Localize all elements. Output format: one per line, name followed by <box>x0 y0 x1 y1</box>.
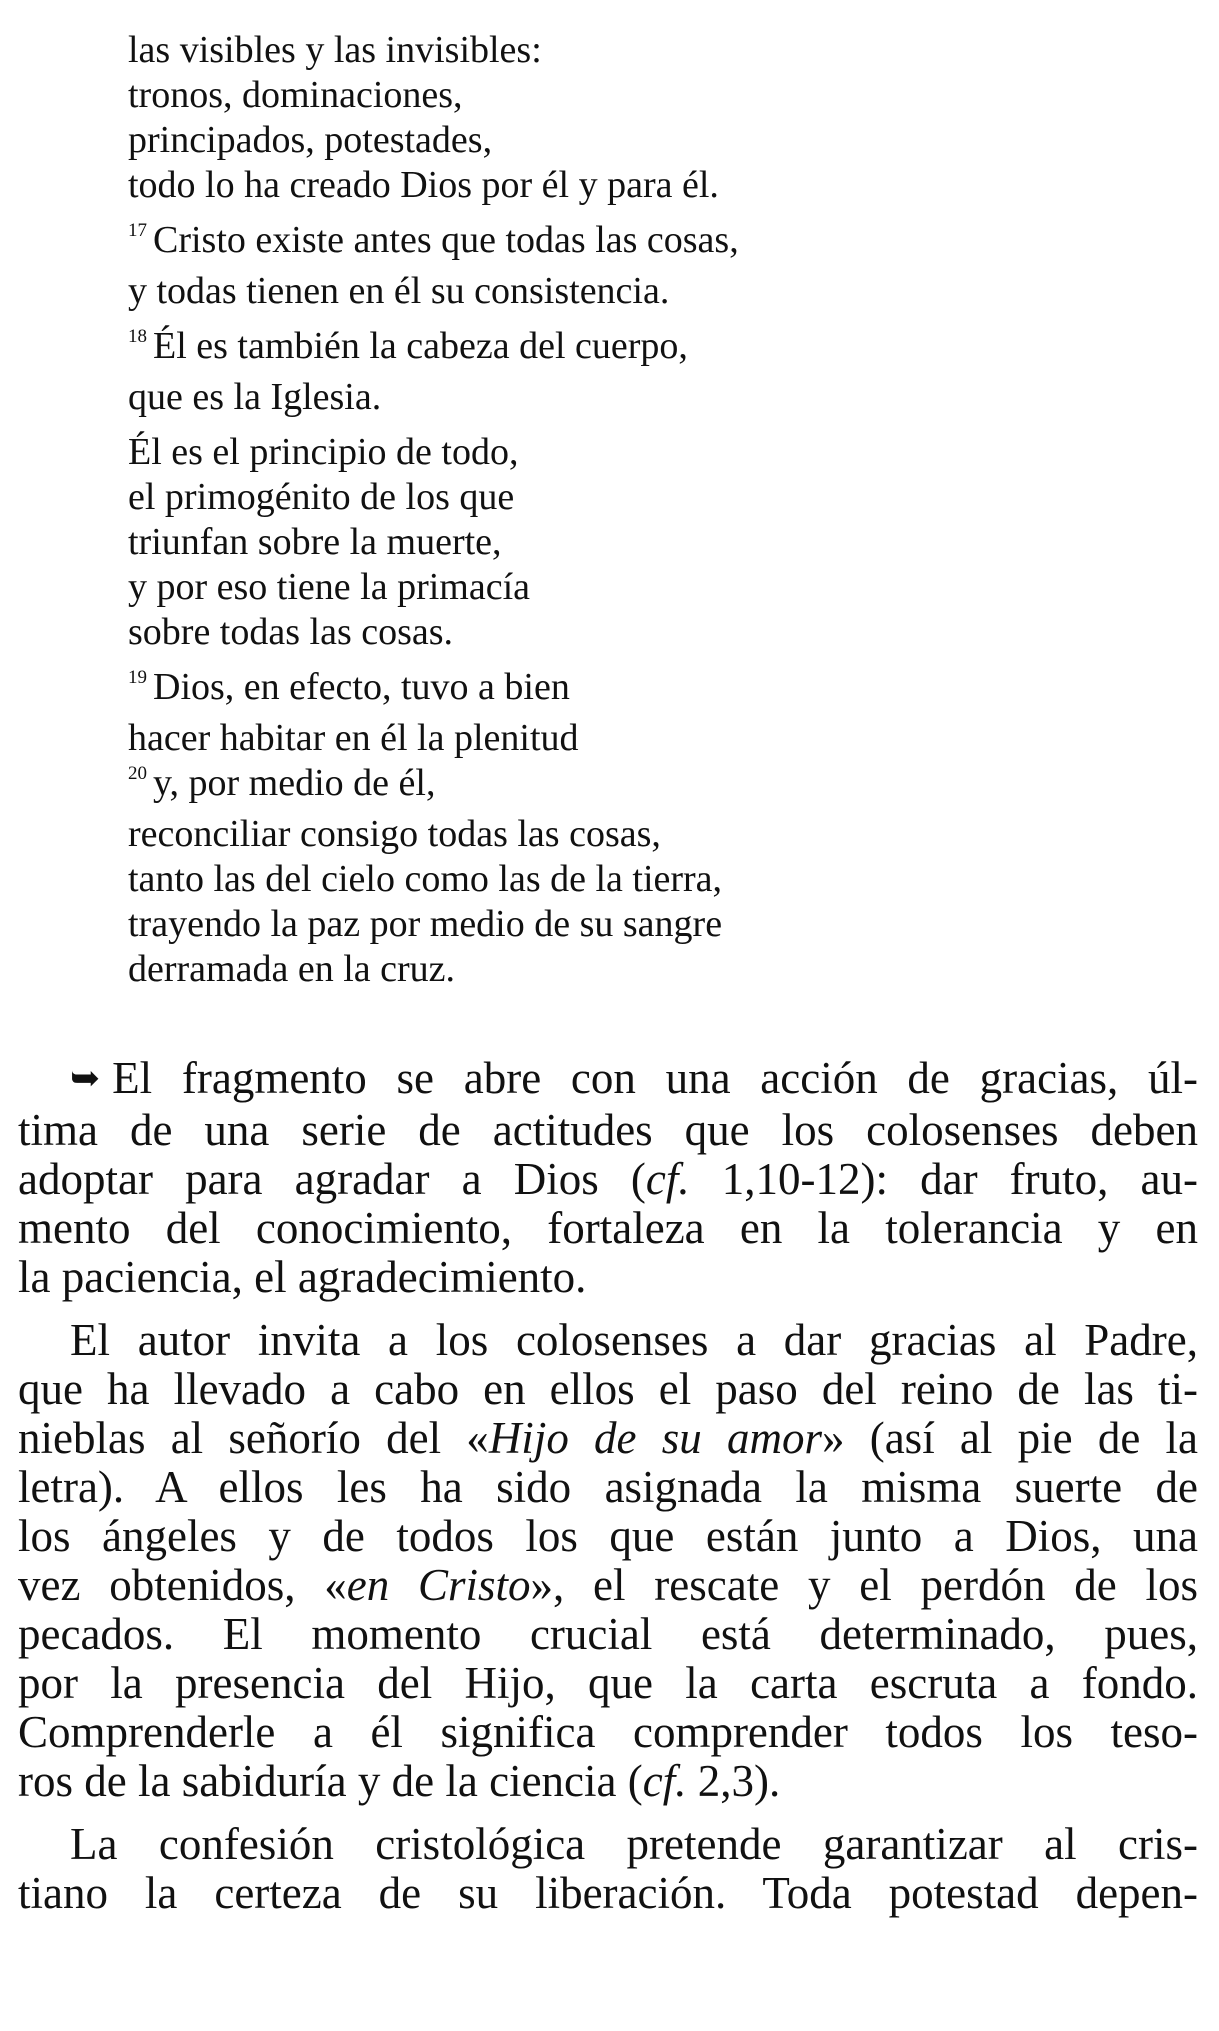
poem-line: tronos, dominaciones, <box>128 74 463 116</box>
paragraph-line: los ángeles y de todos los que están junto a Dios, una <box>18 1511 1198 1561</box>
poem-line: todo lo ha creado Dios por él y para él. <box>128 164 719 206</box>
line-text: adoptar para agradar a Dios ( <box>18 1154 646 1204</box>
paragraph-line: mento del conocimiento, fortaleza en la tolerancia y en <box>18 1203 1198 1253</box>
poem-line: reconciliar consigo todas las cosas, <box>128 813 661 855</box>
poem-line <box>128 218 1028 269</box>
poem-line-text: Él es también la cabeza del cuerpo, <box>153 325 688 367</box>
line-text: », el rescate y el perdón de los <box>530 1560 1198 1610</box>
verse-number: 18 <box>128 326 147 347</box>
paragraph-line: El autor invita a los colosenses a dar gracias al Padre, <box>70 1315 1198 1365</box>
poem-line: principados, potestades, <box>128 119 493 161</box>
paragraph-line: La confesión cristológica pretende garantizar al cris- <box>70 1819 1198 1869</box>
line-text: 2,3). <box>686 1756 781 1806</box>
commentary-paragraph-1 <box>18 1054 1198 1302</box>
italic-quote: Hijo de su amor <box>488 1413 822 1463</box>
cf-abbrev: cf. <box>642 1756 687 1806</box>
poem-line: Él es el principio de todo, <box>128 431 519 473</box>
scripture-passage <box>128 28 1028 992</box>
paragraph-line <box>18 1757 1198 1806</box>
paragraph-line: Comprenderle a él significa comprender todos los teso- <box>18 1707 1198 1757</box>
line-text: El fragmento se abre con una acción de gracias, úl- <box>112 1053 1198 1103</box>
stanza-5 <box>128 665 1028 992</box>
commentary-text <box>18 1054 1198 1932</box>
commentary-paragraph-3 <box>18 1820 1198 1918</box>
poem-line: que es la Iglesia. <box>128 376 382 418</box>
stanza-1 <box>128 28 1028 208</box>
poem-line: y todas tienen en él su consistencia. <box>128 270 670 312</box>
stanza-4 <box>128 430 1028 655</box>
cf-abbrev: cf. <box>645 1154 690 1204</box>
poem-line-text: Cristo existe antes que todas las cosas, <box>153 219 739 261</box>
line-text: vez obtenidos, « <box>18 1560 347 1610</box>
poem-line: tanto las del cielo como las de la tierra, <box>128 858 723 900</box>
paragraph-line: pecados. El momento crucial está determinado, pues, <box>18 1609 1198 1659</box>
poem-line: las visibles y las invisibles: <box>128 29 542 71</box>
stanza-2 <box>128 218 1028 314</box>
poem-line: trayendo la paz por medio de su sangre <box>128 903 723 945</box>
paragraph-line <box>18 1561 1198 1610</box>
poem-line: sobre todas las cosas. <box>128 611 454 653</box>
poem-line-text: y, por medio de él, <box>153 762 436 804</box>
paragraph-line: tima de una serie de actitudes que los colosenses deben <box>18 1105 1198 1155</box>
line-text: » (así al pie de la <box>822 1413 1199 1463</box>
poem-line-text: Dios, en efecto, tuvo a bien <box>153 666 570 708</box>
poem-line: derramada en la cruz. <box>128 948 456 990</box>
poem-line <box>128 761 1028 812</box>
paragraph-line <box>18 1054 1198 1106</box>
commentary-paragraph-2 <box>18 1316 1198 1806</box>
line-text: 1,10-12): dar fruto, au- <box>689 1154 1198 1204</box>
line-text: ros de la sabiduría y de la ciencia ( <box>18 1756 643 1806</box>
paragraph-line: por la presencia del Hijo, que la carta escruta a fondo. <box>18 1658 1198 1708</box>
paragraph-line: letra). A ellos les ha sido asignada la misma suerte de <box>18 1462 1198 1512</box>
paragraph-line: tiano la certeza de su liberación. Toda potestad depen- <box>18 1868 1198 1918</box>
stanza-3 <box>128 324 1028 420</box>
italic-quote: en Cristo <box>346 1560 531 1610</box>
paragraph-line: la paciencia, el agradecimiento. <box>18 1252 587 1302</box>
paragraph-line <box>18 1155 1198 1204</box>
verse-number: 20 <box>128 763 147 784</box>
arrow-icon: ➥ <box>70 1058 101 1099</box>
paragraph-line <box>18 1414 1198 1463</box>
verse-number: 17 <box>128 220 147 241</box>
poem-line: hacer habitar en él la plenitud <box>128 717 579 759</box>
line-text: nieblas al señorío del « <box>18 1413 489 1463</box>
paragraph-line: que ha llevado a cabo en ellos el paso del reino de las ti- <box>18 1364 1198 1414</box>
poem-line <box>128 665 1028 716</box>
poem-line <box>128 324 1028 375</box>
poem-line: y por eso tiene la primacía <box>128 566 531 608</box>
poem-line: el primogénito de los que <box>128 476 515 518</box>
verse-number: 19 <box>128 667 147 688</box>
poem-line: triunfan sobre la muerte, <box>128 521 502 563</box>
